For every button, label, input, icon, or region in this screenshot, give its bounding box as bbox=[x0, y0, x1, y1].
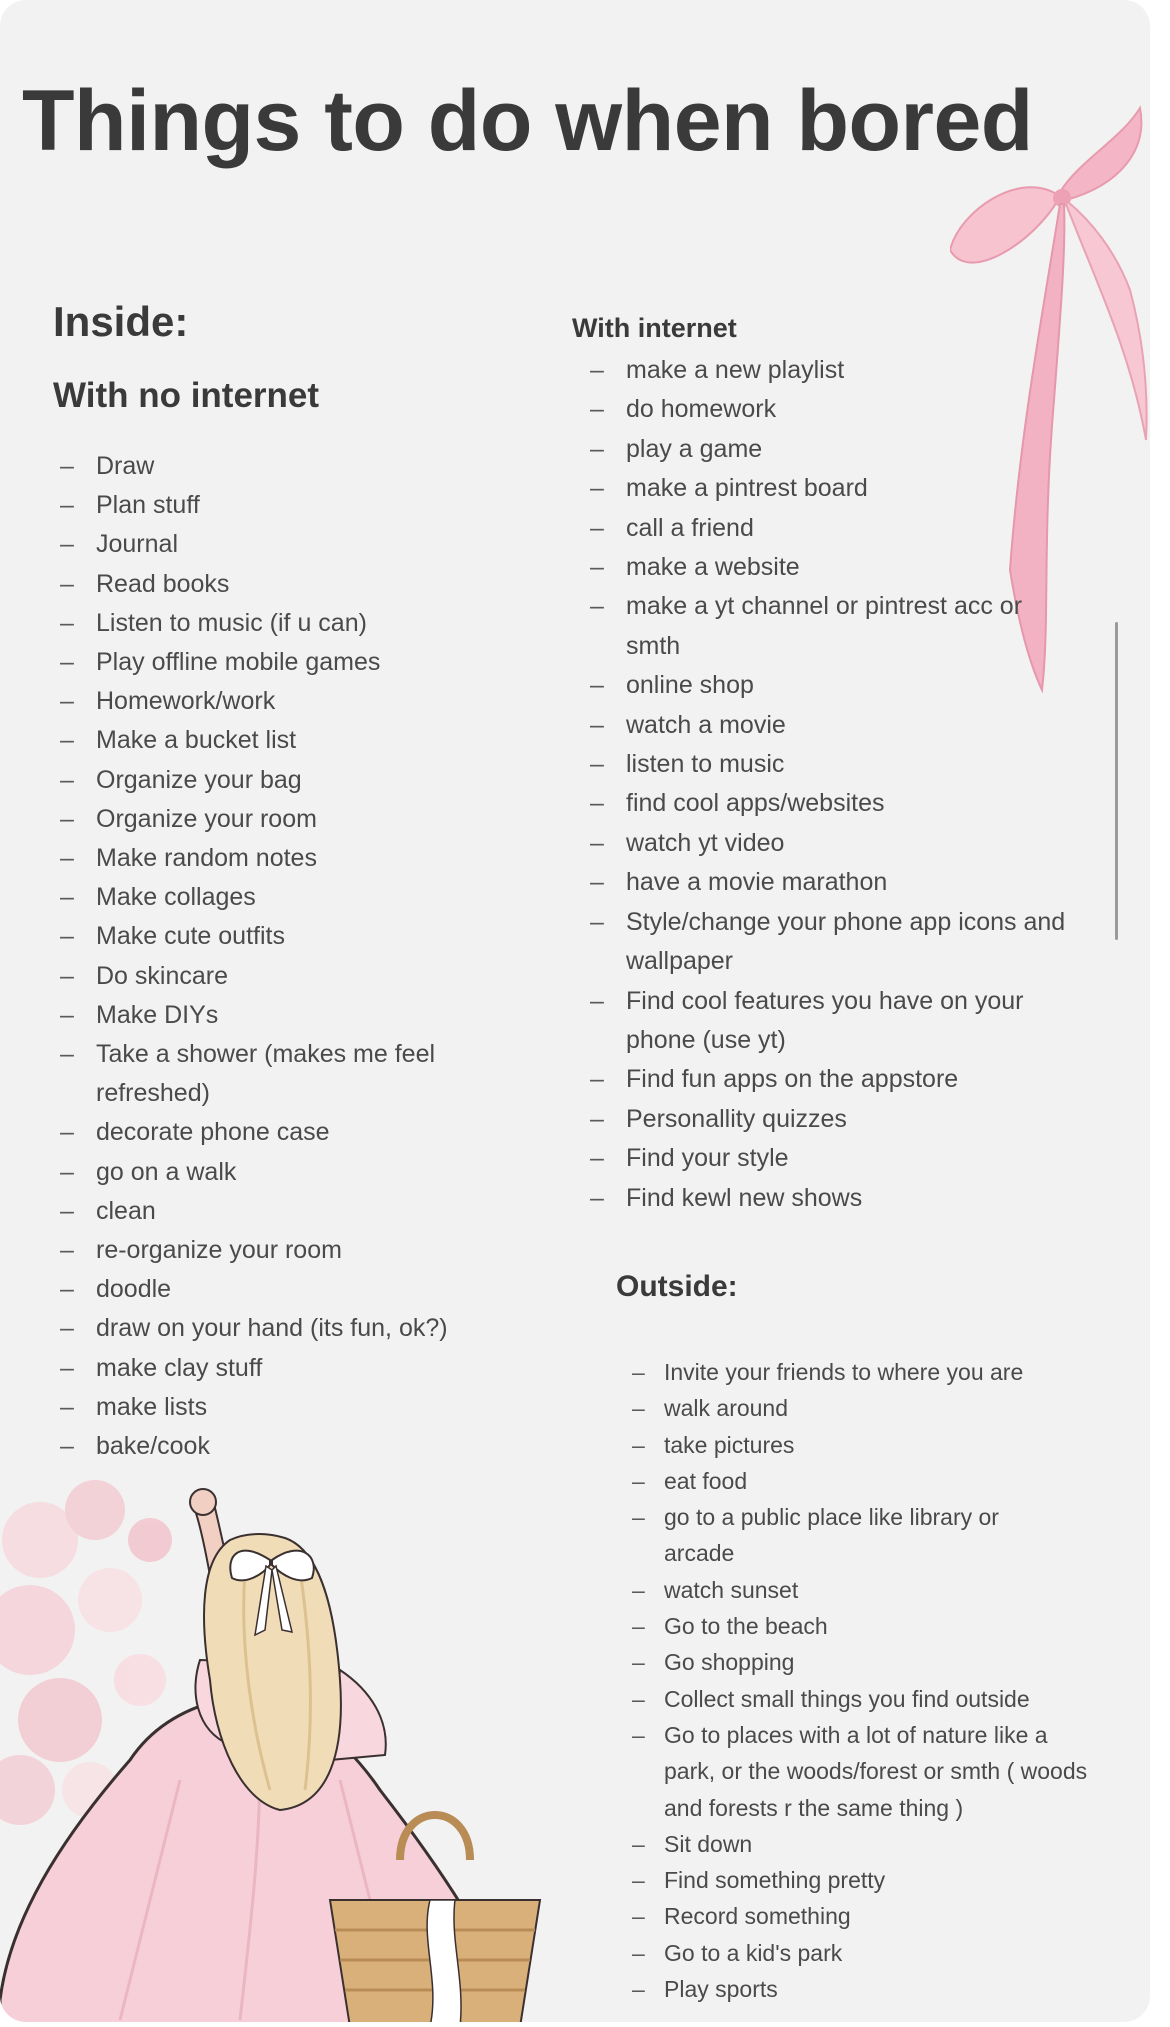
list-item: – Organize your bag bbox=[60, 761, 530, 800]
list-item: – walk around bbox=[632, 1390, 1092, 1426]
list-item: – Record something bbox=[632, 1898, 1092, 1934]
list-item: – play a game bbox=[590, 430, 1100, 469]
list-item: – call a friend bbox=[590, 509, 1100, 548]
list-item: – Find fun apps on the appstore bbox=[590, 1060, 1100, 1099]
list-item: – Play offline mobile games bbox=[60, 643, 530, 682]
list-item: – Invite your friends to where you are bbox=[632, 1354, 1092, 1390]
list-item: – watch yt video bbox=[590, 824, 1100, 863]
list-item: – take pictures bbox=[632, 1427, 1092, 1463]
list-item: – Collect small things you find outside bbox=[632, 1681, 1092, 1717]
list-item: – Play sports bbox=[632, 1971, 1092, 2007]
list-item: – bake/cook bbox=[60, 1427, 530, 1466]
list-item: – make lists bbox=[60, 1388, 530, 1427]
list-item: – Listen to music (if u can) bbox=[60, 604, 530, 643]
list-item: – Make collages bbox=[60, 878, 530, 917]
list-item: – Make a bucket list bbox=[60, 721, 530, 760]
list-item: – go to a public place like library or arcade bbox=[632, 1499, 1064, 1572]
list-item: – Homework/work bbox=[60, 682, 530, 721]
list-item: – Read books bbox=[60, 565, 530, 604]
list-item: – make a new playlist bbox=[590, 351, 1100, 390]
list-item: – go on a walk bbox=[60, 1153, 530, 1192]
list-item: – Organize your room bbox=[60, 800, 530, 839]
list-item: – Take a shower (makes me feel refreshed) bbox=[60, 1035, 476, 1113]
list-item: – make clay stuff bbox=[60, 1349, 530, 1388]
list-item: – Sit down bbox=[632, 1826, 1092, 1862]
list-item: – Journal bbox=[60, 525, 530, 564]
list-item: – Find something pretty bbox=[632, 1862, 1092, 1898]
list-item: – re-organize your room bbox=[60, 1231, 530, 1270]
list-item: – Style/change your phone app icons and wallpaper bbox=[590, 903, 1116, 982]
list-item: – have a movie marathon bbox=[590, 863, 1100, 902]
no-internet-heading: With no internet bbox=[53, 376, 320, 415]
page-title: Things to do when bored bbox=[22, 73, 1033, 169]
list-item: – do homework bbox=[590, 390, 1100, 429]
list-item: – Go shopping bbox=[632, 1644, 1092, 1680]
list-item: – Go to the beach bbox=[632, 1608, 1092, 1644]
list-item: – Plan stuff bbox=[60, 486, 530, 525]
list-item: – Find your style bbox=[590, 1139, 1100, 1178]
girl-with-basket-illustration bbox=[0, 1460, 560, 2022]
list-item: – watch a movie bbox=[590, 706, 1100, 745]
list-item: – find cool apps/websites bbox=[590, 784, 1100, 823]
outside-list bbox=[632, 1354, 1092, 2007]
with-internet-list bbox=[590, 351, 1100, 1218]
list-item: – listen to music bbox=[590, 745, 1100, 784]
list-item: – Go to places with a lot of nature like a park, or the woods/forest or smth ( woods and forests r the same thing ) bbox=[632, 1717, 1104, 1826]
list-item: – Go to a kid's park bbox=[632, 1935, 1092, 1971]
list-item: – Do skincare bbox=[60, 957, 530, 996]
list-item: – Personallity quizzes bbox=[590, 1100, 1100, 1139]
no-internet-list bbox=[60, 447, 530, 1466]
list-item: – make a website bbox=[590, 548, 1100, 587]
inside-heading: Inside: bbox=[53, 298, 189, 345]
list-item: – online shop bbox=[590, 666, 1100, 705]
list-item: – eat food bbox=[632, 1463, 1092, 1499]
list-item: – make a pintrest board bbox=[590, 469, 1100, 508]
outside-heading: Outside: bbox=[616, 1270, 738, 1303]
list-item: – Make random notes bbox=[60, 839, 530, 878]
list-item: – Draw bbox=[60, 447, 530, 486]
list-item: – decorate phone case bbox=[60, 1113, 530, 1152]
scrollbar[interactable] bbox=[1115, 622, 1118, 940]
list-item: – Make DIYs bbox=[60, 996, 530, 1035]
list-item: – Make cute outfits bbox=[60, 917, 530, 956]
list-item: – draw on your hand (its fun, ok?) bbox=[60, 1309, 530, 1348]
with-internet-heading: With internet bbox=[572, 313, 737, 343]
list-item: – make a yt channel or pintrest acc or smth bbox=[590, 587, 1066, 666]
list-item: – doodle bbox=[60, 1270, 530, 1309]
list-item: – Find cool features you have on your phone (use yt) bbox=[590, 982, 1076, 1061]
list-item: – Find kewl new shows bbox=[590, 1179, 1100, 1218]
list-item: – clean bbox=[60, 1192, 530, 1231]
list-item: – watch sunset bbox=[632, 1572, 1092, 1608]
